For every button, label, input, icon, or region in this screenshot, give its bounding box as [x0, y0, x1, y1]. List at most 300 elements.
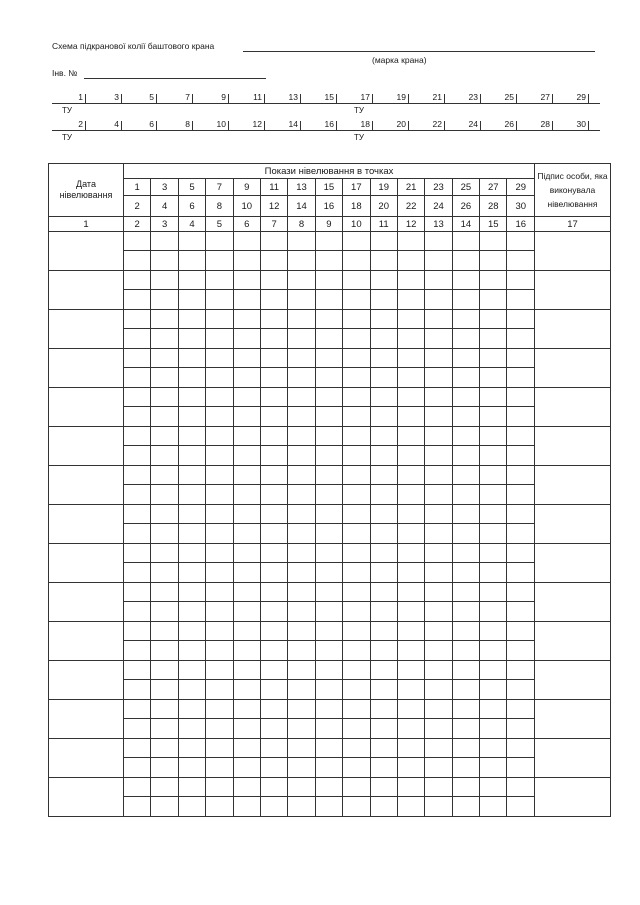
even-point-entry-cell[interactable]: [315, 329, 342, 349]
even-point-entry-cell[interactable]: [425, 602, 452, 622]
even-point-entry-cell[interactable]: [480, 251, 507, 271]
date-entry-cell[interactable]: [49, 622, 124, 661]
signature-entry-cell[interactable]: [535, 544, 611, 583]
date-entry-cell[interactable]: [49, 661, 124, 700]
even-point-entry-cell[interactable]: [233, 368, 260, 388]
even-point-entry-cell[interactable]: [343, 251, 370, 271]
even-point-entry-cell[interactable]: [206, 641, 233, 661]
signature-entry-cell[interactable]: [535, 622, 611, 661]
odd-point-entry-cell[interactable]: [507, 349, 535, 368]
even-point-entry-cell[interactable]: [343, 680, 370, 700]
even-point-entry-cell[interactable]: [206, 524, 233, 544]
odd-point-entry-cell[interactable]: [151, 700, 178, 719]
even-point-entry-cell[interactable]: [178, 563, 205, 583]
even-point-entry-cell[interactable]: [288, 641, 315, 661]
even-point-entry-cell[interactable]: [507, 563, 535, 583]
even-point-entry-cell[interactable]: [480, 563, 507, 583]
odd-point-entry-cell[interactable]: [233, 466, 260, 485]
odd-point-entry-cell[interactable]: [507, 583, 535, 602]
even-point-entry-cell[interactable]: [124, 680, 151, 700]
odd-point-entry-cell[interactable]: [233, 778, 260, 797]
odd-point-entry-cell[interactable]: [480, 778, 507, 797]
odd-point-entry-cell[interactable]: [233, 232, 260, 251]
even-point-entry-cell[interactable]: [124, 524, 151, 544]
even-point-entry-cell[interactable]: [397, 797, 424, 817]
date-entry-cell[interactable]: [49, 310, 124, 349]
even-point-entry-cell[interactable]: [178, 446, 205, 466]
odd-point-entry-cell[interactable]: [452, 583, 479, 602]
even-point-entry-cell[interactable]: [315, 485, 342, 505]
even-point-entry-cell[interactable]: [480, 719, 507, 739]
even-point-entry-cell[interactable]: [370, 290, 397, 310]
odd-point-entry-cell[interactable]: [206, 661, 233, 680]
even-point-entry-cell[interactable]: [343, 719, 370, 739]
odd-point-entry-cell[interactable]: [425, 544, 452, 563]
even-point-entry-cell[interactable]: [233, 251, 260, 271]
even-point-entry-cell[interactable]: [206, 719, 233, 739]
even-point-entry-cell[interactable]: [260, 797, 287, 817]
even-point-entry-cell[interactable]: [343, 446, 370, 466]
even-point-entry-cell[interactable]: [206, 446, 233, 466]
odd-point-entry-cell[interactable]: [124, 739, 151, 758]
odd-point-entry-cell[interactable]: [480, 232, 507, 251]
odd-point-entry-cell[interactable]: [288, 661, 315, 680]
even-point-entry-cell[interactable]: [124, 719, 151, 739]
even-point-entry-cell[interactable]: [397, 758, 424, 778]
even-point-entry-cell[interactable]: [480, 680, 507, 700]
even-point-entry-cell[interactable]: [507, 680, 535, 700]
even-point-entry-cell[interactable]: [124, 329, 151, 349]
even-point-entry-cell[interactable]: [343, 368, 370, 388]
odd-point-entry-cell[interactable]: [397, 388, 424, 407]
odd-point-entry-cell[interactable]: [178, 700, 205, 719]
even-point-entry-cell[interactable]: [343, 290, 370, 310]
even-point-entry-cell[interactable]: [480, 641, 507, 661]
odd-point-entry-cell[interactable]: [315, 232, 342, 251]
even-point-entry-cell[interactable]: [124, 641, 151, 661]
even-point-entry-cell[interactable]: [480, 407, 507, 427]
odd-point-entry-cell[interactable]: [425, 349, 452, 368]
signature-entry-cell[interactable]: [535, 739, 611, 778]
even-point-entry-cell[interactable]: [343, 641, 370, 661]
odd-point-entry-cell[interactable]: [260, 271, 287, 290]
even-point-entry-cell[interactable]: [397, 368, 424, 388]
even-point-entry-cell[interactable]: [233, 563, 260, 583]
date-entry-cell[interactable]: [49, 583, 124, 622]
even-point-entry-cell[interactable]: [288, 758, 315, 778]
even-point-entry-cell[interactable]: [206, 407, 233, 427]
odd-point-entry-cell[interactable]: [315, 583, 342, 602]
even-point-entry-cell[interactable]: [288, 290, 315, 310]
even-point-entry-cell[interactable]: [397, 290, 424, 310]
odd-point-entry-cell[interactable]: [178, 622, 205, 641]
odd-point-entry-cell[interactable]: [370, 622, 397, 641]
even-point-entry-cell[interactable]: [397, 524, 424, 544]
even-point-entry-cell[interactable]: [370, 602, 397, 622]
odd-point-entry-cell[interactable]: [507, 466, 535, 485]
odd-point-entry-cell[interactable]: [397, 622, 424, 641]
odd-point-entry-cell[interactable]: [315, 310, 342, 329]
even-point-entry-cell[interactable]: [452, 485, 479, 505]
odd-point-entry-cell[interactable]: [124, 505, 151, 524]
even-point-entry-cell[interactable]: [315, 719, 342, 739]
odd-point-entry-cell[interactable]: [233, 700, 260, 719]
odd-point-entry-cell[interactable]: [151, 232, 178, 251]
even-point-entry-cell[interactable]: [425, 485, 452, 505]
odd-point-entry-cell[interactable]: [233, 583, 260, 602]
odd-point-entry-cell[interactable]: [480, 505, 507, 524]
even-point-entry-cell[interactable]: [507, 368, 535, 388]
odd-point-entry-cell[interactable]: [343, 310, 370, 329]
even-point-entry-cell[interactable]: [288, 563, 315, 583]
even-point-entry-cell[interactable]: [370, 485, 397, 505]
even-point-entry-cell[interactable]: [315, 524, 342, 544]
odd-point-entry-cell[interactable]: [370, 388, 397, 407]
odd-point-entry-cell[interactable]: [452, 661, 479, 680]
crane-brand-line[interactable]: [243, 51, 595, 52]
even-point-entry-cell[interactable]: [480, 368, 507, 388]
odd-point-entry-cell[interactable]: [206, 583, 233, 602]
signature-entry-cell[interactable]: [535, 583, 611, 622]
even-point-entry-cell[interactable]: [452, 290, 479, 310]
even-point-entry-cell[interactable]: [260, 719, 287, 739]
even-point-entry-cell[interactable]: [124, 485, 151, 505]
odd-point-entry-cell[interactable]: [233, 388, 260, 407]
even-point-entry-cell[interactable]: [315, 563, 342, 583]
odd-point-entry-cell[interactable]: [343, 544, 370, 563]
even-point-entry-cell[interactable]: [288, 680, 315, 700]
odd-point-entry-cell[interactable]: [397, 700, 424, 719]
odd-point-entry-cell[interactable]: [452, 388, 479, 407]
even-point-entry-cell[interactable]: [151, 329, 178, 349]
even-point-entry-cell[interactable]: [370, 641, 397, 661]
odd-point-entry-cell[interactable]: [452, 466, 479, 485]
even-point-entry-cell[interactable]: [233, 524, 260, 544]
even-point-entry-cell[interactable]: [507, 524, 535, 544]
even-point-entry-cell[interactable]: [452, 602, 479, 622]
odd-point-entry-cell[interactable]: [260, 583, 287, 602]
odd-point-entry-cell[interactable]: [370, 778, 397, 797]
odd-point-entry-cell[interactable]: [425, 310, 452, 329]
even-point-entry-cell[interactable]: [288, 446, 315, 466]
odd-point-entry-cell[interactable]: [260, 505, 287, 524]
date-entry-cell[interactable]: [49, 388, 124, 427]
odd-point-entry-cell[interactable]: [425, 700, 452, 719]
odd-point-entry-cell[interactable]: [397, 583, 424, 602]
odd-point-entry-cell[interactable]: [425, 427, 452, 446]
odd-point-entry-cell[interactable]: [343, 388, 370, 407]
even-point-entry-cell[interactable]: [288, 797, 315, 817]
even-point-entry-cell[interactable]: [425, 368, 452, 388]
even-point-entry-cell[interactable]: [315, 290, 342, 310]
even-point-entry-cell[interactable]: [397, 680, 424, 700]
odd-point-entry-cell[interactable]: [370, 544, 397, 563]
date-entry-cell[interactable]: [49, 271, 124, 310]
odd-point-entry-cell[interactable]: [397, 310, 424, 329]
odd-point-entry-cell[interactable]: [507, 310, 535, 329]
odd-point-entry-cell[interactable]: [178, 583, 205, 602]
odd-point-entry-cell[interactable]: [151, 349, 178, 368]
odd-point-entry-cell[interactable]: [206, 778, 233, 797]
even-point-entry-cell[interactable]: [206, 758, 233, 778]
even-point-entry-cell[interactable]: [370, 368, 397, 388]
even-point-entry-cell[interactable]: [343, 485, 370, 505]
odd-point-entry-cell[interactable]: [425, 622, 452, 641]
odd-point-entry-cell[interactable]: [151, 427, 178, 446]
even-point-entry-cell[interactable]: [452, 329, 479, 349]
odd-point-entry-cell[interactable]: [370, 349, 397, 368]
odd-point-entry-cell[interactable]: [206, 310, 233, 329]
odd-point-entry-cell[interactable]: [260, 661, 287, 680]
even-point-entry-cell[interactable]: [397, 407, 424, 427]
even-point-entry-cell[interactable]: [480, 524, 507, 544]
even-point-entry-cell[interactable]: [397, 563, 424, 583]
odd-point-entry-cell[interactable]: [370, 427, 397, 446]
odd-point-entry-cell[interactable]: [178, 544, 205, 563]
odd-point-entry-cell[interactable]: [288, 271, 315, 290]
odd-point-entry-cell[interactable]: [260, 622, 287, 641]
signature-entry-cell[interactable]: [535, 310, 611, 349]
odd-point-entry-cell[interactable]: [343, 700, 370, 719]
odd-point-entry-cell[interactable]: [124, 466, 151, 485]
odd-point-entry-cell[interactable]: [233, 622, 260, 641]
odd-point-entry-cell[interactable]: [288, 232, 315, 251]
odd-point-entry-cell[interactable]: [425, 466, 452, 485]
odd-point-entry-cell[interactable]: [343, 349, 370, 368]
even-point-entry-cell[interactable]: [233, 485, 260, 505]
odd-point-entry-cell[interactable]: [397, 739, 424, 758]
even-point-entry-cell[interactable]: [452, 758, 479, 778]
odd-point-entry-cell[interactable]: [480, 739, 507, 758]
even-point-entry-cell[interactable]: [370, 680, 397, 700]
odd-point-entry-cell[interactable]: [151, 661, 178, 680]
even-point-entry-cell[interactable]: [288, 329, 315, 349]
even-point-entry-cell[interactable]: [151, 251, 178, 271]
even-point-entry-cell[interactable]: [452, 641, 479, 661]
odd-point-entry-cell[interactable]: [507, 661, 535, 680]
even-point-entry-cell[interactable]: [343, 758, 370, 778]
even-point-entry-cell[interactable]: [452, 368, 479, 388]
odd-point-entry-cell[interactable]: [397, 466, 424, 485]
odd-point-entry-cell[interactable]: [288, 505, 315, 524]
even-point-entry-cell[interactable]: [124, 797, 151, 817]
odd-point-entry-cell[interactable]: [425, 232, 452, 251]
even-point-entry-cell[interactable]: [124, 602, 151, 622]
even-point-entry-cell[interactable]: [206, 602, 233, 622]
odd-point-entry-cell[interactable]: [315, 388, 342, 407]
odd-point-entry-cell[interactable]: [233, 544, 260, 563]
odd-point-entry-cell[interactable]: [397, 661, 424, 680]
odd-point-entry-cell[interactable]: [315, 739, 342, 758]
even-point-entry-cell[interactable]: [425, 758, 452, 778]
odd-point-entry-cell[interactable]: [315, 349, 342, 368]
even-point-entry-cell[interactable]: [507, 797, 535, 817]
even-point-entry-cell[interactable]: [178, 368, 205, 388]
odd-point-entry-cell[interactable]: [315, 466, 342, 485]
signature-entry-cell[interactable]: [535, 349, 611, 388]
even-point-entry-cell[interactable]: [370, 446, 397, 466]
odd-point-entry-cell[interactable]: [507, 622, 535, 641]
odd-point-entry-cell[interactable]: [288, 427, 315, 446]
even-point-entry-cell[interactable]: [178, 485, 205, 505]
odd-point-entry-cell[interactable]: [315, 622, 342, 641]
even-point-entry-cell[interactable]: [370, 407, 397, 427]
odd-point-entry-cell[interactable]: [315, 661, 342, 680]
even-point-entry-cell[interactable]: [233, 446, 260, 466]
odd-point-entry-cell[interactable]: [260, 388, 287, 407]
signature-entry-cell[interactable]: [535, 388, 611, 427]
odd-point-entry-cell[interactable]: [425, 271, 452, 290]
odd-point-entry-cell[interactable]: [370, 661, 397, 680]
odd-point-entry-cell[interactable]: [507, 700, 535, 719]
odd-point-entry-cell[interactable]: [507, 505, 535, 524]
odd-point-entry-cell[interactable]: [178, 310, 205, 329]
odd-point-entry-cell[interactable]: [206, 505, 233, 524]
odd-point-entry-cell[interactable]: [425, 388, 452, 407]
odd-point-entry-cell[interactable]: [288, 778, 315, 797]
even-point-entry-cell[interactable]: [507, 641, 535, 661]
odd-point-entry-cell[interactable]: [343, 232, 370, 251]
odd-point-entry-cell[interactable]: [124, 700, 151, 719]
even-point-entry-cell[interactable]: [452, 446, 479, 466]
odd-point-entry-cell[interactable]: [397, 427, 424, 446]
odd-point-entry-cell[interactable]: [370, 232, 397, 251]
even-point-entry-cell[interactable]: [260, 368, 287, 388]
even-point-entry-cell[interactable]: [397, 446, 424, 466]
odd-point-entry-cell[interactable]: [370, 700, 397, 719]
even-point-entry-cell[interactable]: [315, 680, 342, 700]
odd-point-entry-cell[interactable]: [452, 349, 479, 368]
odd-point-entry-cell[interactable]: [288, 583, 315, 602]
even-point-entry-cell[interactable]: [507, 758, 535, 778]
odd-point-entry-cell[interactable]: [124, 544, 151, 563]
even-point-entry-cell[interactable]: [370, 563, 397, 583]
even-point-entry-cell[interactable]: [151, 368, 178, 388]
even-point-entry-cell[interactable]: [343, 563, 370, 583]
even-point-entry-cell[interactable]: [397, 485, 424, 505]
odd-point-entry-cell[interactable]: [233, 739, 260, 758]
odd-point-entry-cell[interactable]: [260, 700, 287, 719]
odd-point-entry-cell[interactable]: [452, 310, 479, 329]
date-entry-cell[interactable]: [49, 427, 124, 466]
odd-point-entry-cell[interactable]: [206, 232, 233, 251]
odd-point-entry-cell[interactable]: [480, 622, 507, 641]
even-point-entry-cell[interactable]: [233, 602, 260, 622]
odd-point-entry-cell[interactable]: [288, 349, 315, 368]
odd-point-entry-cell[interactable]: [507, 739, 535, 758]
odd-point-entry-cell[interactable]: [452, 505, 479, 524]
odd-point-entry-cell[interactable]: [124, 232, 151, 251]
even-point-entry-cell[interactable]: [507, 407, 535, 427]
odd-point-entry-cell[interactable]: [480, 544, 507, 563]
even-point-entry-cell[interactable]: [260, 485, 287, 505]
even-point-entry-cell[interactable]: [452, 251, 479, 271]
even-point-entry-cell[interactable]: [206, 680, 233, 700]
odd-point-entry-cell[interactable]: [315, 505, 342, 524]
odd-point-entry-cell[interactable]: [178, 505, 205, 524]
even-point-entry-cell[interactable]: [315, 641, 342, 661]
even-point-entry-cell[interactable]: [288, 251, 315, 271]
even-point-entry-cell[interactable]: [397, 641, 424, 661]
even-point-entry-cell[interactable]: [151, 719, 178, 739]
odd-point-entry-cell[interactable]: [206, 466, 233, 485]
odd-point-entry-cell[interactable]: [151, 310, 178, 329]
even-point-entry-cell[interactable]: [151, 446, 178, 466]
odd-point-entry-cell[interactable]: [151, 271, 178, 290]
odd-point-entry-cell[interactable]: [233, 271, 260, 290]
odd-point-entry-cell[interactable]: [178, 388, 205, 407]
even-point-entry-cell[interactable]: [151, 407, 178, 427]
odd-point-entry-cell[interactable]: [151, 622, 178, 641]
even-point-entry-cell[interactable]: [178, 407, 205, 427]
even-point-entry-cell[interactable]: [260, 290, 287, 310]
even-point-entry-cell[interactable]: [425, 524, 452, 544]
odd-point-entry-cell[interactable]: [206, 544, 233, 563]
odd-point-entry-cell[interactable]: [480, 388, 507, 407]
odd-point-entry-cell[interactable]: [260, 778, 287, 797]
even-point-entry-cell[interactable]: [397, 251, 424, 271]
even-point-entry-cell[interactable]: [233, 290, 260, 310]
date-entry-cell[interactable]: [49, 739, 124, 778]
even-point-entry-cell[interactable]: [343, 329, 370, 349]
odd-point-entry-cell[interactable]: [233, 661, 260, 680]
odd-point-entry-cell[interactable]: [260, 544, 287, 563]
even-point-entry-cell[interactable]: [124, 758, 151, 778]
odd-point-entry-cell[interactable]: [507, 544, 535, 563]
odd-point-entry-cell[interactable]: [480, 427, 507, 446]
odd-point-entry-cell[interactable]: [425, 505, 452, 524]
even-point-entry-cell[interactable]: [233, 797, 260, 817]
odd-point-entry-cell[interactable]: [315, 700, 342, 719]
even-point-entry-cell[interactable]: [343, 602, 370, 622]
odd-point-entry-cell[interactable]: [178, 778, 205, 797]
odd-point-entry-cell[interactable]: [343, 583, 370, 602]
odd-point-entry-cell[interactable]: [370, 466, 397, 485]
even-point-entry-cell[interactable]: [151, 680, 178, 700]
even-point-entry-cell[interactable]: [425, 563, 452, 583]
even-point-entry-cell[interactable]: [151, 758, 178, 778]
odd-point-entry-cell[interactable]: [206, 349, 233, 368]
even-point-entry-cell[interactable]: [233, 758, 260, 778]
even-point-entry-cell[interactable]: [507, 719, 535, 739]
even-point-entry-cell[interactable]: [452, 563, 479, 583]
odd-point-entry-cell[interactable]: [288, 622, 315, 641]
even-point-entry-cell[interactable]: [124, 563, 151, 583]
odd-point-entry-cell[interactable]: [124, 661, 151, 680]
odd-point-entry-cell[interactable]: [233, 505, 260, 524]
odd-point-entry-cell[interactable]: [397, 505, 424, 524]
odd-point-entry-cell[interactable]: [507, 271, 535, 290]
odd-point-entry-cell[interactable]: [507, 778, 535, 797]
even-point-entry-cell[interactable]: [178, 251, 205, 271]
odd-point-entry-cell[interactable]: [452, 778, 479, 797]
even-point-entry-cell[interactable]: [151, 797, 178, 817]
even-point-entry-cell[interactable]: [124, 407, 151, 427]
even-point-entry-cell[interactable]: [178, 719, 205, 739]
even-point-entry-cell[interactable]: [343, 524, 370, 544]
even-point-entry-cell[interactable]: [288, 602, 315, 622]
even-point-entry-cell[interactable]: [124, 446, 151, 466]
even-point-entry-cell[interactable]: [507, 329, 535, 349]
odd-point-entry-cell[interactable]: [452, 544, 479, 563]
even-point-entry-cell[interactable]: [315, 251, 342, 271]
odd-point-entry-cell[interactable]: [370, 310, 397, 329]
odd-point-entry-cell[interactable]: [343, 661, 370, 680]
odd-point-entry-cell[interactable]: [480, 349, 507, 368]
odd-point-entry-cell[interactable]: [260, 349, 287, 368]
even-point-entry-cell[interactable]: [288, 524, 315, 544]
even-point-entry-cell[interactable]: [480, 446, 507, 466]
